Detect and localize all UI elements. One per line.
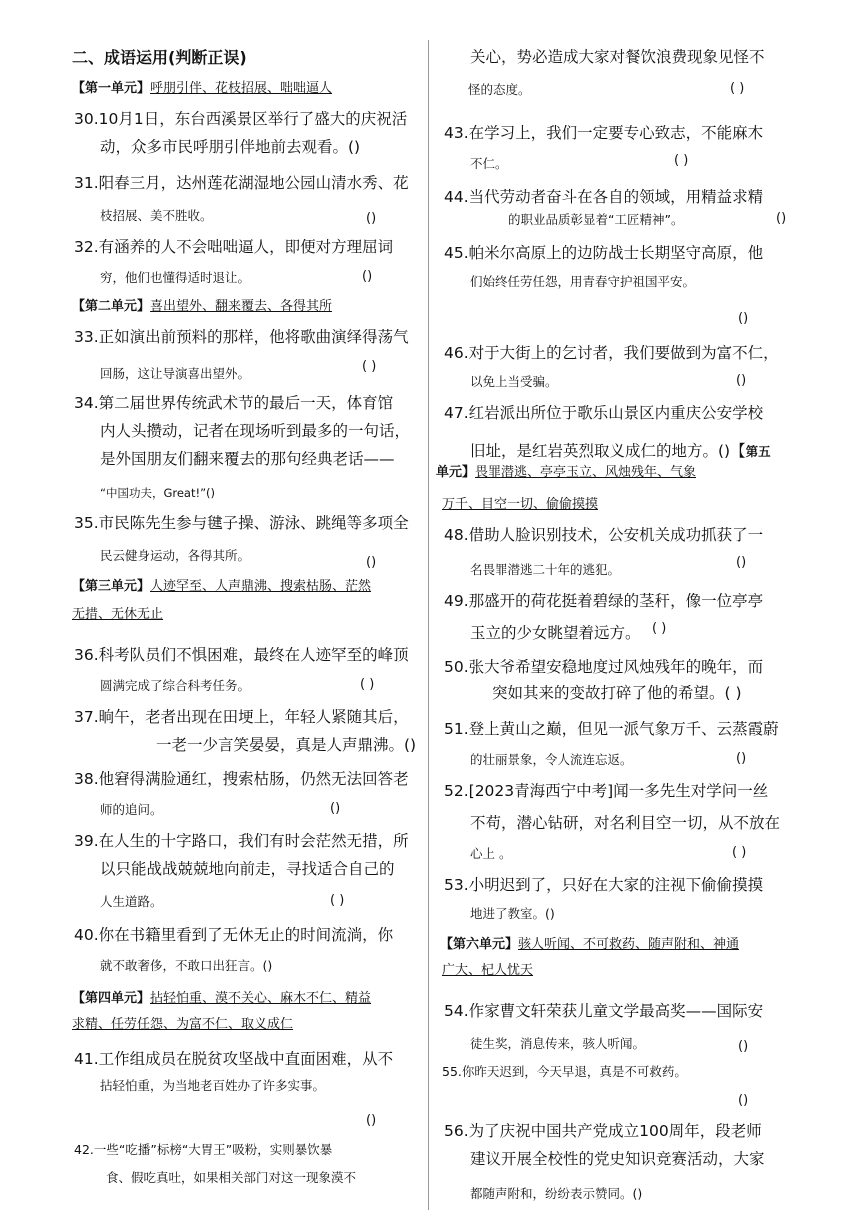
q52-line-1: 52.[2023青海西宁中考]闻一多先生对学问一丝 xyxy=(444,782,769,800)
q43-line-1: 43.在学习上，我们一定要专心致志，不能麻木 xyxy=(444,124,764,142)
q36-answer-paren[interactable]: ( ) xyxy=(360,677,375,692)
q55-line-1: 55.你昨天迟到，今天早退，真是不可救药。 xyxy=(442,1064,687,1079)
q48-line-1: 48.借助人脸识别技术，公安机关成功抓获了一 xyxy=(444,526,764,544)
column-divider xyxy=(428,40,429,1210)
q38-answer-paren[interactable]: () xyxy=(330,801,341,816)
q36-line-1: 36.科考队员们不惧困难，最终在人迹罕至的峰顶 xyxy=(74,646,409,664)
q41-answer-paren[interactable]: () xyxy=(366,1113,377,1128)
unit-3-header-line-2: 无措、无休无止 xyxy=(72,607,164,622)
q51-line-2: 的壮丽景象，令人流连忘返。 xyxy=(470,752,633,767)
q31-line-1: 31.阳春三月，达州莲花湖湿地公园山清水秀、花 xyxy=(74,174,409,192)
q50-line-1: 50.张大爷希望安稳地度过风烛残年的晚年，而 xyxy=(444,658,764,676)
q47-line-2: 旧址，是红岩英烈取义成仁的地方。()【第五 xyxy=(470,442,771,460)
q41-line-2: 拈轻怕重，为当地老百姓办了许多实事。 xyxy=(100,1078,326,1093)
q43-line-2: 不仁。 xyxy=(470,156,508,171)
q56-line-1: 56.为了庆祝中国共产党成立100周年，段老师 xyxy=(444,1122,762,1140)
unit-5-header-line-1: 单元】畏罪潜逃、亭亭玉立、风烛残年、气象 xyxy=(436,465,697,480)
q48-line-2: 名畏罪潜逃二十年的逃犯。 xyxy=(470,562,621,577)
q35-line-2: 民云健身运动，各得其所。 xyxy=(100,548,251,563)
unit-6-header-line-1: 【第六单元】骇人听闻、不可救药、随声附和、神通 xyxy=(440,937,740,952)
unit-5-label: 第五 xyxy=(745,444,771,459)
q56-line-2: 建议开展全校性的党史知识竞赛活动，大家 xyxy=(470,1150,765,1168)
section-title: 二、成语运用(判断正误) xyxy=(72,48,247,67)
q42-line-3: 关心，势必造成大家对餐饮浪费现象见怪不 xyxy=(470,48,765,66)
q37-line-1: 37.晌午，老者出现在田埂上，年轻人紧随其后， xyxy=(74,708,409,726)
q35-line-1: 35.市民陈先生参与毽子操、游泳、跳绳等多项全 xyxy=(74,514,409,532)
q46-line-1: 46.对于大街上的乞讨者，我们要做到为富不仁， xyxy=(444,344,779,362)
q54-answer-paren[interactable]: () xyxy=(738,1039,749,1054)
q56-line-3: 都随声附和，纷纷表示赞同。() xyxy=(470,1186,643,1201)
q30-line-1: 30.10月1日，东台西溪景区举行了盛大的庆祝活 xyxy=(74,110,408,128)
q38-line-2: 师的追问。 xyxy=(100,802,163,817)
q47-line-1: 47.红岩派出所位于歌乐山景区内重庆公安学校 xyxy=(444,404,764,422)
q31-answer-paren[interactable]: () xyxy=(366,211,377,226)
q39-line-3: 人生道路。 xyxy=(100,894,163,909)
q34-line-1: 34.第二届世界传统武术节的最后一天，体育馆 xyxy=(74,394,394,412)
q34-line-3: 是外国朋友们翻来覆去的那句经典老话—— xyxy=(100,450,395,468)
unit-5-header-line-2: 万千、目空一切、偷偷摸摸 xyxy=(442,497,599,512)
q32-answer-paren[interactable]: () xyxy=(362,269,373,284)
q37-line-2: 一老一少言笑晏晏，真是人声鼎沸。() xyxy=(156,736,417,754)
q42-line-2: 食、假吃真吐，如果相关部门对这一现象漠不 xyxy=(106,1170,357,1185)
q53-line-2: 地进了教室。() xyxy=(470,906,555,921)
q49-answer-paren[interactable]: ( ) xyxy=(652,621,667,636)
q49-line-1: 49.那盛开的荷花挺着碧绿的茎秆，像一位亭亭 xyxy=(444,592,764,610)
q39-answer-paren[interactable]: ( ) xyxy=(330,893,345,908)
q44-line-1: 44.当代劳动者奋斗在各自的领域，用精益求精 xyxy=(444,188,764,206)
q44-answer-paren[interactable]: () xyxy=(776,211,787,226)
q32-line-2: 穷，他们也懂得适时退让。 xyxy=(100,270,251,285)
q30-line-2: 动，众多市民呼朋引伴地前去观看。() xyxy=(100,138,361,156)
q54-line-2: 徒生奖，消息传来，骇人听闻。 xyxy=(470,1036,646,1051)
q33-line-1: 33.正如演出前预料的那样，他将歌曲演绎得荡气 xyxy=(74,328,409,346)
q46-answer-paren[interactable]: () xyxy=(736,373,747,388)
q36-line-2: 圆满完成了综合科考任务。 xyxy=(100,678,251,693)
q39-line-2: 以只能战战兢兢地向前走，寻找适合自己的 xyxy=(100,860,395,878)
q54-line-1: 54.作家曹文轩荣获儿童文学最高奖——国际安 xyxy=(444,1002,764,1020)
q40-line-1: 40.你在书籍里看到了无休无止的时间流淌，你 xyxy=(74,926,394,944)
q52-line-2: 不苟，潜心钻研，对名利目空一切，从不放在 xyxy=(470,814,781,832)
unit-2-header: 【第二单元】喜出望外、翻来覆去、各得其所 xyxy=(72,299,333,314)
q52-line-3: 心上 。 xyxy=(470,846,512,861)
unit-4-header-line-2: 求精、任劳任怨、为富不仁、取义成仁 xyxy=(72,1017,294,1032)
q44-line-2: 的职业品质彰显着“工匠精神”。 xyxy=(508,212,684,227)
q34-line-2: 内人头攒动，记者在现场听到最多的一句话， xyxy=(100,422,411,440)
q53-line-1: 53.小明迟到了，只好在大家的注视下偷偷摸摸 xyxy=(444,876,764,894)
q38-line-1: 38.他窘得满脸通红，搜索枯肠，仍然无法回答老 xyxy=(74,770,409,788)
q52-answer-paren[interactable]: ( ) xyxy=(732,845,747,860)
q49-line-2: 玉立的少女眺望着远方。 xyxy=(470,624,641,642)
q35-answer-paren[interactable]: () xyxy=(366,555,377,570)
q34-line-4: “中国功夫，Great!”() xyxy=(100,486,216,500)
q50-line-2: 突如其来的变故打碎了他的希望。( ) xyxy=(492,684,742,702)
q42-line-4: 怪的态度。 xyxy=(468,82,531,97)
q45-line-2: 们始终任劳任怨，用青春守护祖国平安。 xyxy=(470,274,696,289)
q51-answer-paren[interactable]: () xyxy=(736,751,747,766)
unit-6-header-line-2: 广大、杞人忧天 xyxy=(442,963,534,978)
q39-line-1: 39.在人生的十字路口，我们有时会茫然无措，所 xyxy=(74,832,409,850)
q33-answer-paren[interactable]: ( ) xyxy=(362,359,377,374)
q48-answer-paren[interactable]: () xyxy=(736,555,747,570)
q45-answer-paren[interactable]: () xyxy=(738,311,749,326)
q43-answer-paren[interactable]: ( ) xyxy=(674,153,689,168)
q31-line-2: 枝招展、美不胜收。 xyxy=(100,208,213,223)
q55-answer-paren[interactable]: () xyxy=(738,1093,749,1108)
q45-line-1: 45.帕米尔高原上的边防战士长期坚守高原，他 xyxy=(444,244,764,262)
q51-line-1: 51.登上黄山之巅，但见一派气象万千、云蒸霞蔚 xyxy=(444,720,779,738)
q41-line-1: 41.工作组成员在脱贫攻坚战中直面困难，从不 xyxy=(74,1050,394,1068)
q33-line-2: 回肠，这让导演喜出望外。 xyxy=(100,366,251,381)
q42-line-1: 42.一些“吃播”标榜“大胃王”吸粉，实则暴饮暴 xyxy=(74,1142,333,1157)
q40-line-2: 就不敢奢侈，不敢口出狂言。() xyxy=(100,958,273,973)
q32-line-1: 32.有涵养的人不会咄咄逼人，即便对方理屈词 xyxy=(74,238,394,256)
q42-answer-paren[interactable]: ( ) xyxy=(730,81,745,96)
unit-3-header-line-1: 【第三单元】人迹罕至、人声鼎沸、搜索枯肠、茫然 xyxy=(72,579,372,594)
q46-line-2: 以免上当受骗。 xyxy=(470,374,558,389)
unit-1-header: 【第一单元】呼朋引伴、花枝招展、咄咄逼人 xyxy=(72,81,333,96)
unit-4-header-line-1: 【第四单元】拈轻怕重、漠不关心、麻木不仁、精益 xyxy=(72,991,372,1006)
